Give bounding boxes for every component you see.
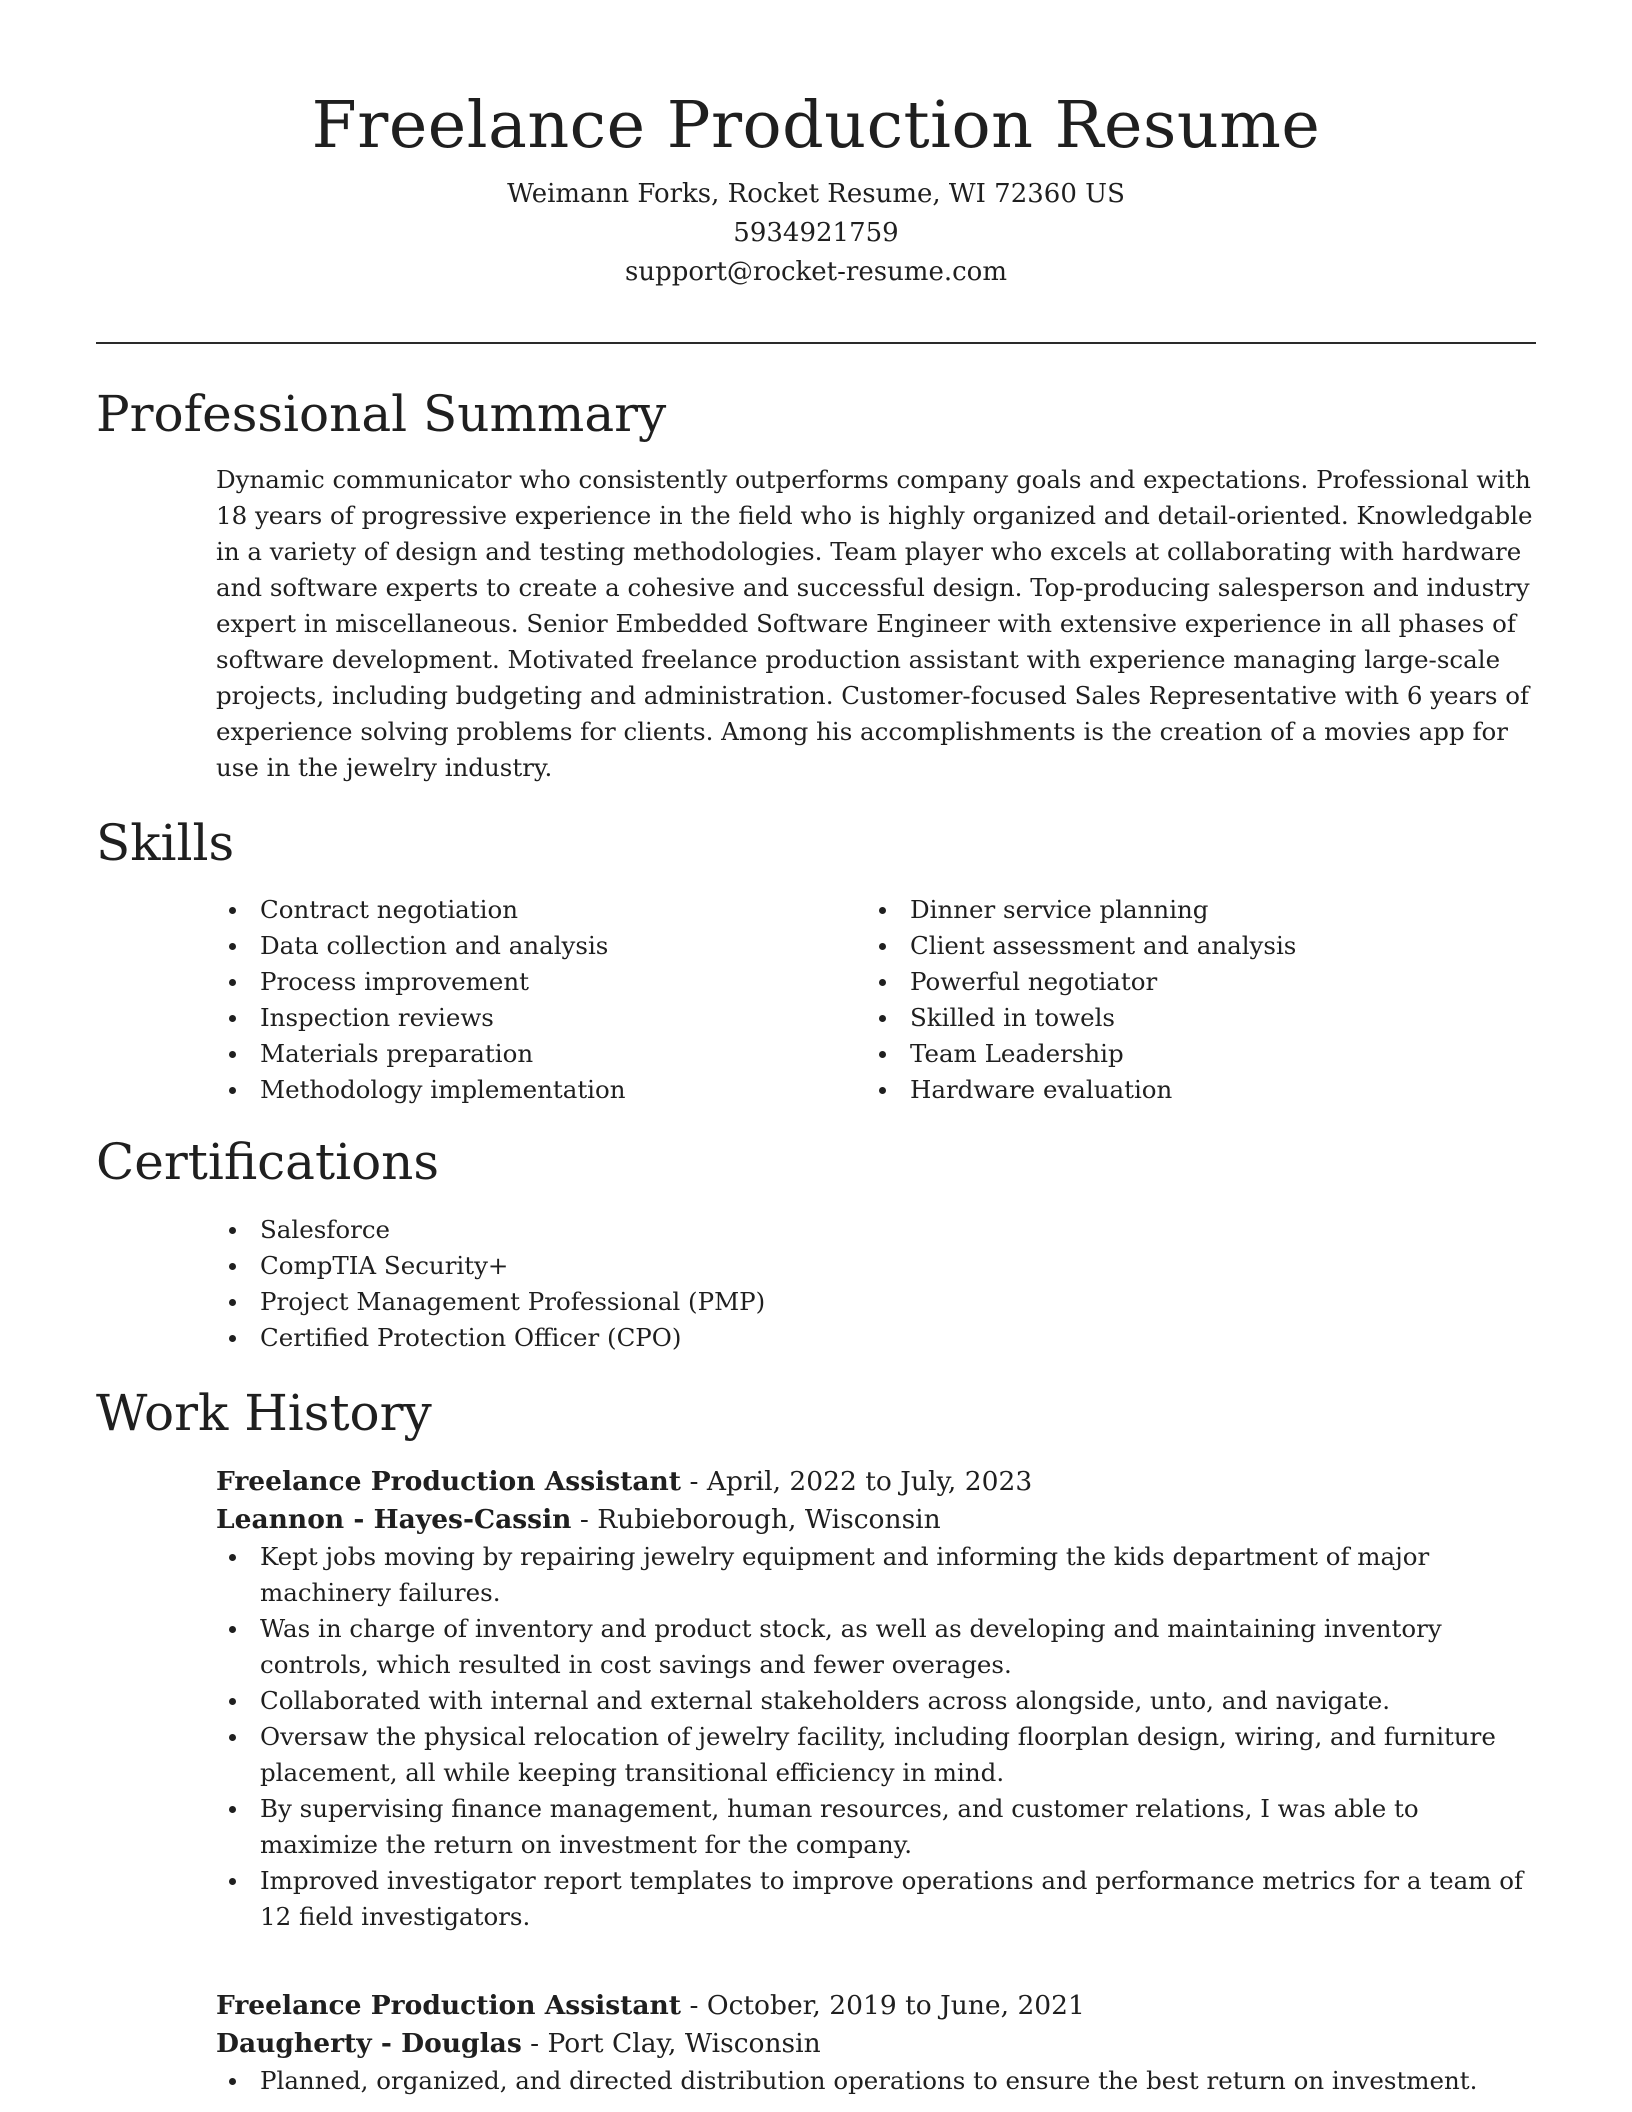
certification-item: Project Management Professional (PMP) (216, 1284, 1536, 1320)
section-title-certifications: Certifications (96, 1133, 440, 1191)
certifications-list (216, 1212, 1536, 1356)
skill-item: Methodology implementation (216, 1072, 836, 1108)
job-location: Port Clay, Wisconsin (547, 2028, 821, 2059)
separator: - (521, 2028, 548, 2059)
separator: - (571, 1504, 598, 1535)
contact-email: support@rocket-resume.com (624, 257, 1007, 287)
job-duty-item: Planned, organized, and directed distribution operations to ensure the best return on investment. (216, 2063, 1536, 2099)
job-company: Daugherty - Douglas (216, 2028, 522, 2059)
separator: - (681, 1990, 707, 2021)
contact-address: Weimann Forks, Rocket Resume, WI 72360 US (507, 179, 1125, 209)
skill-item: Hardware evaluation (866, 1072, 1486, 1108)
job-employer (216, 1501, 1536, 1539)
section-title-work-history: Work History (96, 1384, 432, 1442)
resume-title: Freelance Production Resume (311, 88, 1321, 163)
job-duty-item: Oversaw the physical relocation of jewelry facility, including floorplan design, wiring, and furniture placement, all while keeping transitional efficiency in mind. (216, 1719, 1536, 1791)
job-duties-list (216, 1539, 1536, 1935)
skill-item: Dinner service planning (866, 892, 1486, 928)
resume-header (96, 82, 1536, 292)
job-duty-item: Kept jobs moving by repairing jewelry equipment and informing the kids department of major machinery failures. (216, 1539, 1536, 1611)
contact-info (96, 175, 1536, 292)
job-dates: April, 2022 to July, 2023 (706, 1466, 1033, 1497)
skill-item: Materials preparation (216, 1036, 836, 1072)
skills-list-right (866, 892, 1486, 1108)
section-title-skills: Skills (96, 814, 235, 872)
job-duty-item: Improved investigator report templates to improve operations and performance metrics for a team of 12 field investigators. (216, 1863, 1536, 1935)
job-dates: October, 2019 to June, 2021 (706, 1990, 1085, 2021)
skills-column-right (866, 892, 1486, 1108)
job-location: Rubieborough, Wisconsin (597, 1504, 941, 1535)
job-title: Freelance Production Assistant (216, 1466, 682, 1497)
skill-item: Data collection and analysis (216, 928, 836, 964)
section-title-summary: Professional Summary (96, 385, 667, 443)
job-company: Leannon - Hayes-Cassin (216, 1504, 572, 1535)
skill-item: Process improvement (216, 964, 836, 1000)
certification-item: Salesforce (216, 1212, 1536, 1248)
job-title: Freelance Production Assistant (216, 1990, 682, 2021)
certification-item: Certified Protection Officer (CPO) (216, 1320, 1536, 1356)
job-duty-item: Was in charge of inventory and product stock, as well as developing and maintaining inventory controls, which resulted in cost savings and fewer overages. (216, 1611, 1536, 1683)
summary-text: Dynamic communicator who consistently outperforms company goals and expectations. Professional with 18 years of progressive experience in the field who is highly organized and detail-oriented. Knowledgable in a variety of design and testing methodologies. Team player who excels at collaborating with hardware and software experts to create a cohesive and successful design. Top-producing salesperson and industry expert in miscellaneous. Senior Embedded Software Engineer with extensive experience in all phases of software development. Motivated freelance production assistant with experience managing large-scale projects, including budgeting and administration. Customer-focused Sales Representative with 6 years of experience solving problems for clients. Among his accomplishments is the creation of a movies app for use in the jewelry industry. (216, 465, 1533, 782)
skill-item: Skilled in towels (866, 1000, 1486, 1036)
contact-phone: 5934921759 (733, 218, 899, 248)
skills-column-left (216, 892, 836, 1108)
job-entry (216, 1987, 1536, 2099)
job-duty-item: By supervising finance management, human resources, and customer relations, I was able to maximize the return on investment for the company. (216, 1791, 1536, 1863)
skill-item: Team Leadership (866, 1036, 1486, 1072)
skill-item: Client assessment and analysis (866, 928, 1486, 964)
job-heading (216, 1463, 1536, 1501)
skills-list-left (216, 892, 836, 1108)
job-duty-item: Collaborated with internal and external stakeholders across alongside, unto, and navigate. (216, 1683, 1536, 1719)
separator: - (681, 1466, 707, 1497)
certifications-block (216, 1212, 1536, 1356)
job-heading (216, 1987, 1536, 2025)
skill-item: Inspection reviews (216, 1000, 836, 1036)
header-divider (96, 342, 1536, 344)
skill-item: Contract negotiation (216, 892, 836, 928)
skill-item: Powerful negotiator (866, 964, 1486, 1000)
certification-item: CompTIA Security+ (216, 1248, 1536, 1284)
job-entry (216, 1463, 1536, 1935)
job-employer (216, 2025, 1536, 2063)
job-duties-list (216, 2063, 1536, 2099)
